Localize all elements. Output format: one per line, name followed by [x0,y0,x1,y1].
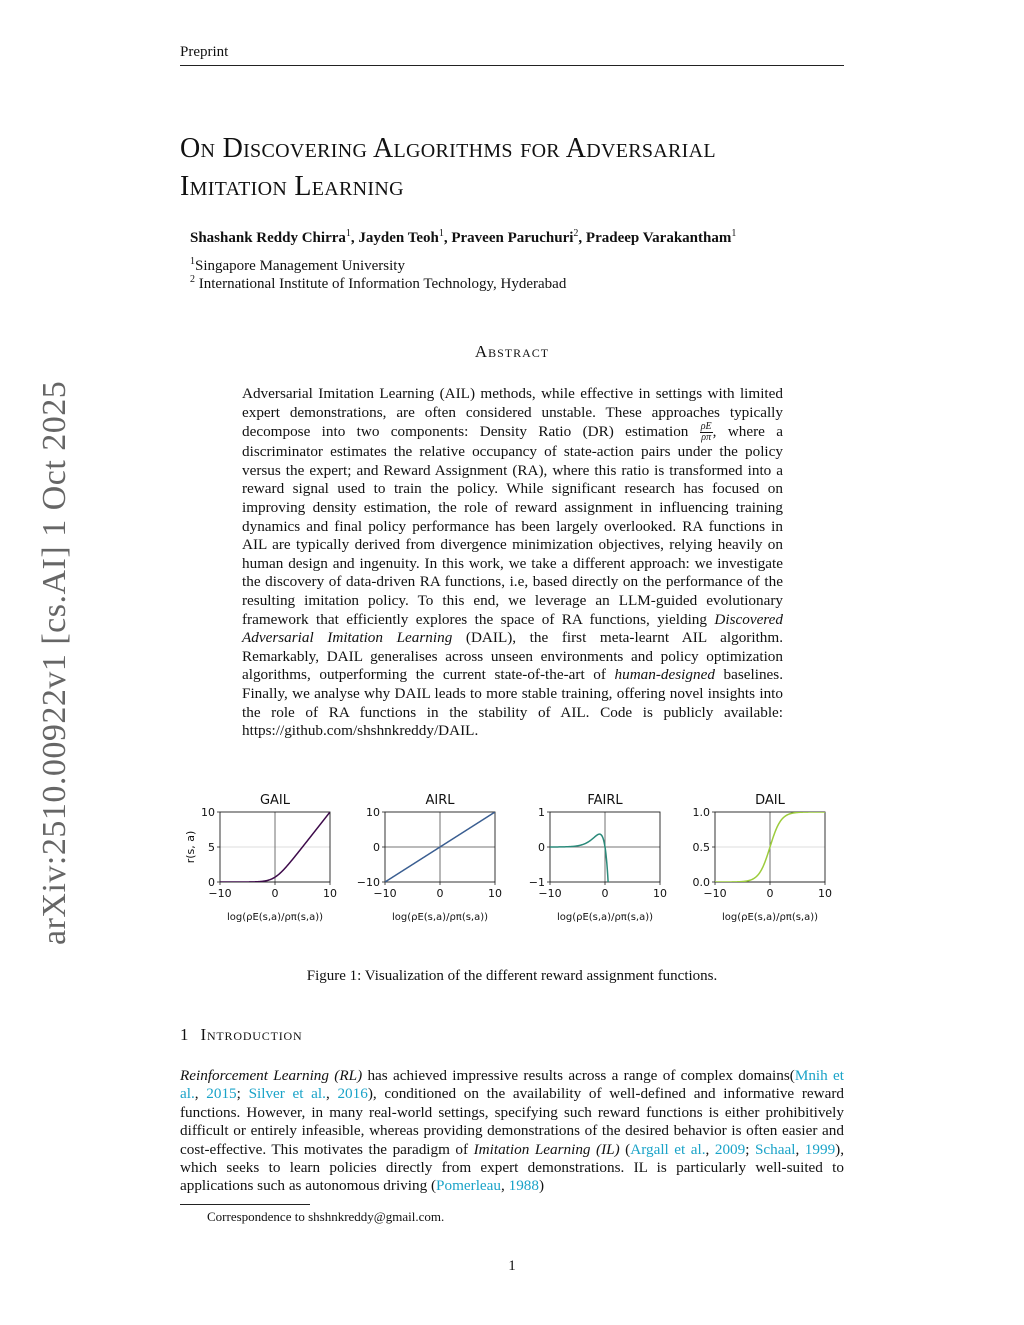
chart-panel-dail [693,793,833,923]
section-heading [180,1025,302,1045]
y-tick-label: −10 [356,876,380,889]
x-tick-label: 0 [601,887,609,900]
chart-title: GAIL [259,793,291,808]
author-separator: , [443,230,452,246]
intro-text: ) [538,1177,545,1195]
header-rule [180,65,844,66]
y-tick-label: 10 [201,806,215,819]
x-tick-label: 0 [766,887,774,900]
x-tick-label: 10 [488,887,502,900]
intro-text: ), conditioned on the availability of well-defined and informative reward functions. However, in many real-world settings, specifying such reward functions is either prohibitively difficult or entirely infeasible, whereas providing demonstrations of the desired behavior is often easier and cost-effective. This motivates the paradigm of [180,1085,845,1158]
abstract-text: (DAIL), the first meta-learnt AIL algorithm. Remarkably, DAIL generalises across unseen environments and policy optimization algorithms, outperforming the current state-of-the-art of [242,629,783,684]
intro-text: has achieved impressive results across a range of complex domains( [362,1067,795,1084]
section-number: 1 [180,1025,189,1044]
y-tick-label: 10 [366,806,380,819]
x-axis-label: log(ρE(s,a)/ρπ(s,a)) [556,912,654,923]
y-tick-label: 0.0 [692,876,710,889]
citation-year-link[interactable]: 1999 [804,1140,836,1158]
x-axis-label: log(ρE(s,a)/ρπ(s,a)) [226,912,324,923]
fraction-numerator: ρE [700,421,712,433]
section-title: Introduction [200,1025,303,1044]
x-axis-label: log(ρE(s,a)/ρπ(s,a)) [391,912,489,923]
intro-emphasis: Reinforcement Learning (RL) [180,1067,363,1084]
y-tick-label: 1.0 [692,806,710,819]
y-tick-label: 0 [373,841,380,854]
abstract-heading: Abstract [474,342,550,361]
figure-1-charts [175,785,855,935]
author-name: Jayden Teoh [358,230,439,246]
x-tick-label: 10 [818,887,832,900]
x-tick-label: −10 [373,887,397,900]
citation-link[interactable]: Argall et al. [630,1140,706,1158]
y-tick-label: 0 [208,876,215,889]
author-affiliation-mark: 2 [573,228,579,239]
page-number: 1 [508,1258,516,1274]
author-list [190,228,736,247]
chart-title: FAIRL [587,793,623,808]
y-axis-label: r(s, a) [184,830,197,864]
title-line-1: On Discovering Algorithms for Adversarial [180,133,716,164]
paper-title [180,130,860,206]
introduction-paragraph: Reinforcement Learning (RL) has achieved impressive results across a range of complex domains(Mnih et al., 2015; Silver et al., 2016), conditioned on the availability of well-defined and informative reward functions. However, in many real-world settings, specifying such reward functions is either prohibitively difficult or entirely infeasible, whereas providing demonstrations of the desired behavior is often easier and cost-effective. This motivates the paradigm of Imitation Learning (IL) (Argall et al., 2009; Schaal, 1999), which seeks to learn policies directly from expert demonstrations. IL is particularly well-suited to applications such as autonomous driving (Pomerleau, 1988) [180,1067,845,1195]
citation-year-link[interactable]: 1988 [508,1177,539,1195]
author-affiliation-mark: 1 [438,228,444,239]
x-tick-label: 0 [436,887,444,900]
abstract-text: , where a discriminator estimates the relative occupancy of state-action pairs under the policy versus the expert; and Reward Assignment (RA), where this ratio is transformed into a reward signal used to train the policy. While significant research has focused on improving density estimation, the role of reward assignment in influencing training dynamics and final policy performance has been largely overlooked. RA functions in AIL are typically derived from divergence minimization objectives, relying heavily on human design and ingenuity. In this work, we take a different approach: we investigate the discovery of data-driven RA functions, i.e, based directly on the performance of the resulting imitation policy. To this end, we leverage an LLM-guided evolutionary framework that efficiently explores the space of RA functions, yielding [242,423,784,628]
abstract-text: baselines. Finally, we analyse why DAIL leads to more stable training, offering novel insights into the role of RA functions in the stability of AIL. Code is publicly available: https://github.com/shshnkreddy/DAIL. [242,666,783,740]
author-separator: , [350,230,359,246]
title-line-2: Imitation Learning [180,171,404,202]
author-name: Pradeep Varakantham [585,230,732,246]
y-tick-label: 5 [208,841,215,854]
x-tick-label: 10 [323,887,337,900]
density-ratio-fraction [700,422,713,443]
citation-year-link[interactable]: 2016 [337,1085,368,1103]
x-tick-label: −10 [208,887,232,900]
intro-text: ( [619,1140,631,1158]
x-axis-label: log(ρE(s,a)/ρπ(s,a)) [721,912,819,923]
intro-emphasis: Imitation Learning (IL) [473,1140,620,1158]
y-tick-label: 0.5 [692,841,710,854]
citation-link[interactable]: Silver et al. [248,1085,326,1103]
footnote-rule [180,1204,310,1205]
citation-link[interactable]: Schaal [754,1140,796,1158]
abstract-body [242,385,783,741]
affiliation-1 [190,256,405,275]
running-header: Preprint [180,44,229,60]
chart-panel-gail [184,793,337,923]
x-tick-label: 10 [653,887,667,900]
x-tick-label: −10 [703,887,727,900]
abstract-text: Adversarial Imitation Learning (AIL) methods, while effective in settings with limited expert demonstrations, are often considered unstable. These approaches typically decompose into two components: Density Ratio (DR) estimation [242,385,783,441]
author-affiliation-mark: 1 [345,228,351,239]
abstract-emphasis: human-designed [614,666,715,684]
affiliation-2 [190,274,566,293]
intro-text: ), which seeks to learn policies directly from expert demonstrations. IL is particularly well-suited to applications such as autonomous driving ( [180,1140,845,1195]
y-tick-label: 1 [538,806,545,819]
citation-link[interactable]: Mnih et al. [180,1067,844,1103]
citation-year-link[interactable]: 2015 [206,1085,237,1103]
y-tick-label: −1 [528,876,545,889]
figure-caption: Figure 1: Visualization of the different reward assignment functions. [306,968,718,984]
chart-panel-airl [357,793,502,923]
abstract-emphasis: Discovered Adversarial Imitation Learning [242,610,783,647]
affiliation-number: 1 [190,256,195,267]
y-tick-label: 0 [538,841,545,854]
footnote: Correspondence to shshnkreddy@gmail.com. [207,1209,445,1224]
author-name: Shashank Reddy Chirra [190,230,346,246]
fraction-denominator: ρπ [701,432,712,444]
author-affiliation-mark: 1 [731,228,737,239]
author-separator: , [578,230,586,246]
affiliation-number: 2 [190,274,195,285]
author-name: Praveen Paruchuri [451,230,574,246]
chart-title: AIRL [425,793,455,808]
citation-year-link[interactable]: 2009 [714,1140,746,1158]
affiliation-text: International Institute of Information Technology, Hyderabad [195,276,567,292]
chart-panel-fairl [529,793,667,923]
x-tick-label: 0 [271,887,279,900]
chart-title: DAIL [755,793,785,808]
arxiv-sidebar-stamp: arXiv:2510.00922v1 [cs.AI] 1 Oct 2025 [36,380,73,945]
x-tick-label: −10 [538,887,562,900]
affiliation-text: Singapore Management University [195,258,405,274]
citation-link[interactable]: Pomerleau [436,1177,501,1195]
